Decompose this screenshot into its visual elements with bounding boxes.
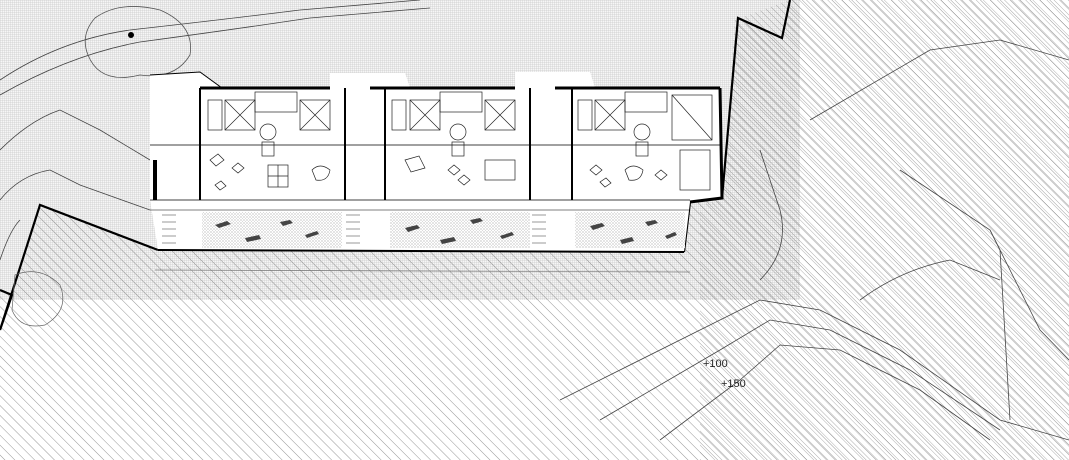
tree-trunk-dot (128, 32, 134, 38)
elevation-label-150: +150 (721, 378, 746, 390)
elevation-label-100: +100 (703, 358, 728, 370)
terrace-1 (202, 212, 342, 248)
terrace-3 (575, 212, 685, 248)
